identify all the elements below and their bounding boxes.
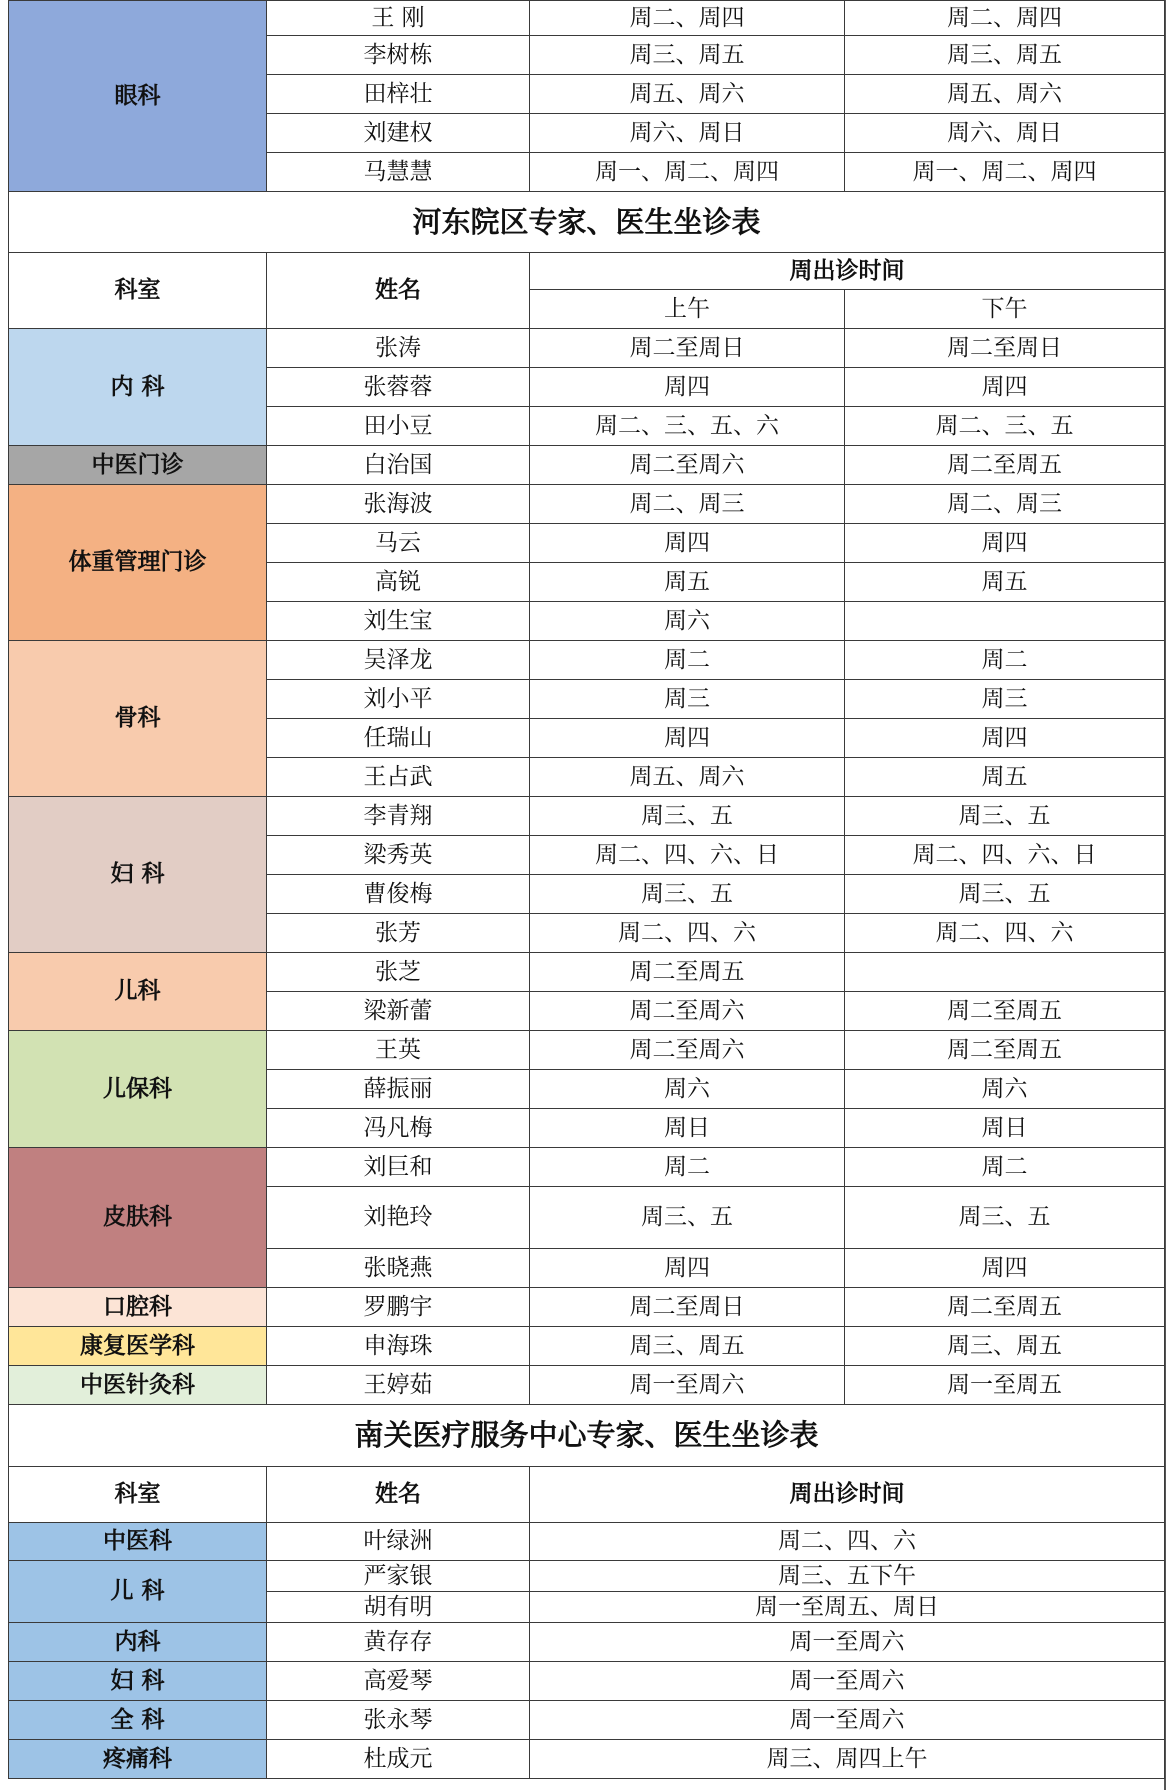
am-schedule: 周五、周六 [530,758,845,797]
pm-schedule: 周五 [845,563,1165,602]
table-row [9,1662,1165,1701]
pm-schedule [845,953,1165,992]
pm-schedule: 周一至周五 [845,1366,1165,1405]
doctor-name: 刘艳玲 [267,1187,530,1249]
dept-cell-pain: 疼痛科 [9,1740,267,1779]
am-schedule: 周三、周五 [530,1327,845,1366]
header-row [9,1467,1165,1523]
doctor-name: 王婷茹 [267,1366,530,1405]
doctor-name: 田小豆 [267,407,530,446]
doctor-name: 马慧慧 [267,153,530,192]
doctor-name: 张芝 [267,953,530,992]
pm-schedule: 周一、周二、周四 [845,153,1165,192]
dept-cell-acupuncture: 中医针灸科 [9,1366,267,1405]
doctor-name: 曹俊梅 [267,875,530,914]
dept-cell-stomatology: 口腔科 [9,1288,267,1327]
header-time: 周出诊时间 [530,253,1165,290]
pm-schedule: 周日 [845,1109,1165,1148]
table-row [9,953,1165,992]
pm-schedule: 周三、五 [845,797,1165,836]
pm-schedule: 周二 [845,1148,1165,1187]
header-pm: 下午 [845,290,1165,329]
header-am: 上午 [530,290,845,329]
doctor-name: 李树栋 [267,36,530,75]
am-schedule: 周三、五 [530,875,845,914]
table-row [9,1288,1165,1327]
doctor-name: 张晓燕 [267,1249,530,1288]
doctor-name: 梁秀英 [267,836,530,875]
table-row [9,329,1165,368]
am-schedule: 周二、周四 [530,1,845,36]
table-row [9,1366,1165,1405]
am-schedule: 周二至周六 [530,446,845,485]
section-title-row [9,1405,1165,1467]
doctor-name: 张永琴 [267,1701,530,1740]
am-schedule: 周二至周六 [530,992,845,1031]
pm-schedule: 周六 [845,1070,1165,1109]
pm-schedule: 周三、周五 [845,1327,1165,1366]
am-schedule: 周三、周五 [530,36,845,75]
am-schedule: 周日 [530,1109,845,1148]
table-row [9,641,1165,680]
table-row [9,1031,1165,1070]
table-row [9,1561,1165,1592]
pm-schedule: 周二至周五 [845,1288,1165,1327]
doctor-name: 刘小平 [267,680,530,719]
pm-schedule: 周二至周五 [845,992,1165,1031]
table-row [9,1701,1165,1740]
pm-schedule: 周二、四、六、日 [845,836,1165,875]
dept-cell-pediatrics-nanguan: 儿 科 [9,1561,267,1623]
am-schedule: 周四 [530,368,845,407]
am-schedule: 周五 [530,563,845,602]
pm-schedule: 周二、三、五 [845,407,1165,446]
week-schedule: 周一至周六 [530,1623,1165,1662]
doctor-name: 吴泽龙 [267,641,530,680]
am-schedule: 周二至周日 [530,1288,845,1327]
am-schedule: 周三、五 [530,1187,845,1249]
am-schedule: 周二至周六 [530,1031,845,1070]
doctor-name: 申海珠 [267,1327,530,1366]
am-schedule: 周二至周日 [530,329,845,368]
am-schedule: 周四 [530,1249,845,1288]
week-schedule: 周一至周六 [530,1662,1165,1701]
doctor-name: 严家银 [267,1561,530,1592]
pm-schedule: 周三、五 [845,875,1165,914]
dept-cell-rehab: 康复医学科 [9,1327,267,1366]
pm-schedule: 周五 [845,758,1165,797]
doctor-name: 杜成元 [267,1740,530,1779]
am-schedule: 周六 [530,1070,845,1109]
pm-schedule: 周四 [845,368,1165,407]
am-schedule: 周一至周六 [530,1366,845,1405]
pm-schedule: 周二、周四 [845,1,1165,36]
doctor-name: 王 刚 [267,1,530,36]
nanguan-header-dept: 科室 [9,1467,267,1523]
pm-schedule: 周二至周五 [845,1031,1165,1070]
dept-cell-tcm-clinic: 中医门诊 [9,446,267,485]
doctor-name: 王英 [267,1031,530,1070]
dept-cell-internal: 内 科 [9,329,267,446]
pm-schedule: 周三、五 [845,1187,1165,1249]
am-schedule: 周二、三、五、六 [530,407,845,446]
pm-schedule: 周五、周六 [845,75,1165,114]
table-row [9,1523,1165,1561]
am-schedule: 周四 [530,524,845,563]
pm-schedule: 周二至周日 [845,329,1165,368]
am-schedule: 周四 [530,719,845,758]
pm-schedule: 周六、周日 [845,114,1165,153]
table-row [9,1148,1165,1187]
week-schedule: 周一至周六 [530,1701,1165,1740]
doctor-name: 高爱琴 [267,1662,530,1701]
doctor-name: 叶绿洲 [267,1523,530,1561]
doctor-name: 王占武 [267,758,530,797]
pm-schedule: 周二至周五 [845,446,1165,485]
pm-schedule [845,602,1165,641]
header-name: 姓名 [267,253,530,329]
dept-cell-general: 全 科 [9,1701,267,1740]
doctor-name: 张芳 [267,914,530,953]
doctor-name: 张涛 [267,329,530,368]
doctor-name: 张蓉蓉 [267,368,530,407]
pm-schedule: 周四 [845,524,1165,563]
am-schedule: 周一、周二、周四 [530,153,845,192]
am-schedule: 周二 [530,641,845,680]
doctor-name: 胡有明 [267,1592,530,1623]
doctor-name: 梁新蕾 [267,992,530,1031]
am-schedule: 周六、周日 [530,114,845,153]
week-schedule: 周三、周四上午 [530,1740,1165,1779]
section-title-row [9,192,1165,253]
nanguan-header-time: 周出诊时间 [530,1467,1165,1523]
am-schedule: 周二 [530,1148,845,1187]
pm-schedule: 周三、周五 [845,36,1165,75]
table-row [9,797,1165,836]
doctor-name: 刘巨和 [267,1148,530,1187]
nanguan-title: 南关医疗服务中心专家、医生坐诊表 [9,1405,1165,1467]
dept-cell-pediatrics: 儿科 [9,953,267,1031]
doctor-name: 李青翔 [267,797,530,836]
am-schedule: 周二、周三 [530,485,845,524]
schedule-table [8,0,1165,1779]
pm-schedule: 周二 [845,641,1165,680]
doctor-name: 黄存存 [267,1623,530,1662]
pm-schedule: 周四 [845,719,1165,758]
doctor-name: 罗鹏宇 [267,1288,530,1327]
pm-schedule: 周四 [845,1249,1165,1288]
dept-cell-gynecology: 妇 科 [9,797,267,953]
header-row [9,253,1165,290]
table-row [9,1327,1165,1366]
table-row [9,1,1165,36]
pm-schedule: 周三 [845,680,1165,719]
hedong-title: 河东院区专家、医生坐诊表 [9,192,1165,253]
dept-cell-internal-nanguan: 内科 [9,1623,267,1662]
table-row [9,446,1165,485]
header-dept: 科室 [9,253,267,329]
doctor-name: 田梓壮 [267,75,530,114]
doctor-name: 张海波 [267,485,530,524]
doctor-name: 马云 [267,524,530,563]
dept-cell-child-health: 儿保科 [9,1031,267,1148]
doctor-name: 薛振丽 [267,1070,530,1109]
am-schedule: 周二至周五 [530,953,845,992]
table-row [9,1740,1165,1779]
dept-cell-gynecology-nanguan: 妇 科 [9,1662,267,1701]
dept-cell-orthopedics: 骨科 [9,641,267,797]
dept-cell-weight-mgmt: 体重管理门诊 [9,485,267,641]
week-schedule: 周三、五下午 [530,1561,1165,1592]
week-schedule: 周一至周五、周日 [530,1592,1165,1623]
am-schedule: 周五、周六 [530,75,845,114]
week-schedule: 周二、四、六 [530,1523,1165,1561]
table-row [9,485,1165,524]
doctor-name: 刘生宝 [267,602,530,641]
nanguan-header-name: 姓名 [267,1467,530,1523]
am-schedule: 周二、四、六、日 [530,836,845,875]
am-schedule: 周二、四、六 [530,914,845,953]
pm-schedule: 周二、四、六 [845,914,1165,953]
doctor-name: 冯凡梅 [267,1109,530,1148]
dept-cell-dermatology: 皮肤科 [9,1148,267,1288]
dept-cell-tcm: 中医科 [9,1523,267,1561]
doctor-name: 高锐 [267,563,530,602]
doctor-name: 白治国 [267,446,530,485]
am-schedule: 周三、五 [530,797,845,836]
doctor-name: 刘建权 [267,114,530,153]
table-row [9,1623,1165,1662]
am-schedule: 周三 [530,680,845,719]
dept-cell-ophthalmology: 眼科 [9,1,267,192]
doctor-name: 任瑞山 [267,719,530,758]
am-schedule: 周六 [530,602,845,641]
pm-schedule: 周二、周三 [845,485,1165,524]
